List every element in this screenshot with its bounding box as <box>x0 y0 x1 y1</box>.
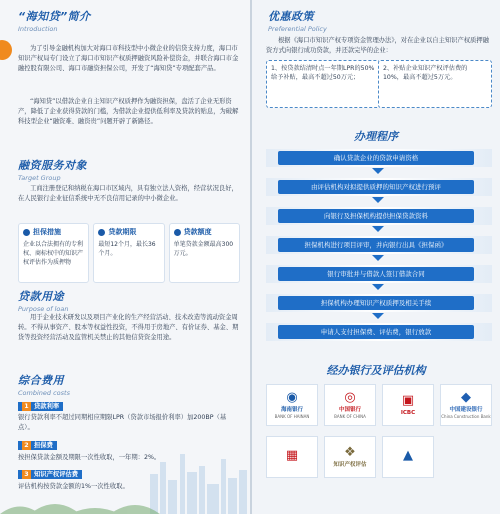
fees-subtitle: Combined costs <box>18 389 70 397</box>
card-term <box>93 223 164 283</box>
target-heading <box>18 157 87 182</box>
bank-logo-5 <box>266 436 318 478</box>
intro-heading <box>18 8 91 33</box>
card-guarantee <box>18 223 89 283</box>
policy-intro: 根据《海口市知识产权专项资金管理办法》，对在企业以自主知识产权质押融资方式向银行成功贷款，并还款完毕的企业： <box>266 37 489 55</box>
intro-title: “海知贷”简介 <box>18 10 91 23</box>
down-arrow-icon <box>372 197 384 203</box>
process-step-7: 申请人支付担保费、评估费，银行放款 <box>278 325 474 339</box>
target-subtitle: Target Group <box>18 174 61 182</box>
bank-name: 知识产权评估 <box>333 461 367 468</box>
bank-logo-3 <box>382 384 434 426</box>
fee-item-1-text: 银行贷款利率不超过同期相应期限LPR（贷款市场报价利率）加200BP（基点）。 <box>18 414 227 432</box>
target-paragraph: 工商注册登记和纳税在海口市区域内，具有独立法人资格，经营状况良好，在人民银行企业征信系统中无不良信用记录的中小微企业。 <box>18 185 238 203</box>
bank-name: ICBC <box>400 409 416 416</box>
card-term-head: 贷款期限 <box>108 228 137 236</box>
fees-title: 综合费用 <box>18 374 64 387</box>
card-guarantee-body: 企业以合法拥有的专利权、商标权中的知识产权评估作为质押物 <box>23 241 84 266</box>
process-step-2: 由评估机构对拟提供质押的知识产权进行预评 <box>278 180 474 194</box>
fee-item-2-text: 按担保贷款金额及期限一次性收取，一年期：2%。 <box>18 454 161 461</box>
policy-box-1: 1、按贷款结清时点一年期LPR的50%给予补贴，最高不超过50万元； <box>266 60 380 108</box>
intro-paragraph-1: 为了引导金融机构加大对海口市科技型中小微企业的信贷支持力度，海口市知识产权局专门设立了海口市知识产权质押融资风险补偿资金，并联合海口市金融控股有限公司、海口市融资担保公司，开发了“海知贷”专项配套产品。 <box>18 45 239 73</box>
card-amount-head: 贷款额度 <box>183 228 212 236</box>
bank-logo-7 <box>382 436 434 478</box>
bank-emblem-icon: ❖ <box>344 444 356 460</box>
down-arrow-icon <box>372 313 384 319</box>
bank-name: 中国建设银行 <box>449 407 483 414</box>
card-guarantee-head: 担保措施 <box>33 228 61 236</box>
fee-item-3-name: 知识产权评估费 <box>34 471 79 478</box>
fee-item-2-name: 担保费 <box>34 442 53 449</box>
fee-item-3-number: 3 <box>22 470 31 479</box>
fee-item-3-text: 评估机构按贷款金额的1%一次性收取。 <box>18 483 129 490</box>
process-step-1: 确认贷款企业的贷款申请资格 <box>278 151 474 165</box>
bank-name-en: BANK OF CHINA <box>334 413 366 419</box>
process-title: 办理程序 <box>354 130 398 143</box>
policy-subtitle: Preferential Policy <box>268 25 327 33</box>
down-arrow-icon <box>372 168 384 174</box>
down-arrow-icon <box>372 226 384 232</box>
fees-heading <box>18 372 70 397</box>
bullet-icon <box>23 229 30 236</box>
bank-emblem-icon: ◎ <box>344 390 356 406</box>
bank-emblem-icon: ◆ <box>461 390 471 406</box>
process-step-3: 向银行及担保机构提供担保贷款资料 <box>278 209 474 223</box>
policy-title: 优惠政策 <box>268 10 314 23</box>
policy-box-2: 2、补贴企业知识产权评估费的10%，最高不超过5万元。 <box>378 60 492 108</box>
bullet-icon <box>98 229 105 236</box>
bank-logo-1 <box>266 384 318 426</box>
purpose-subtitle: Purpose of loan <box>18 305 69 313</box>
bullet-icon <box>174 229 181 236</box>
measures-cards <box>18 223 240 283</box>
card-amount-body: 单笔贷款金额最高300万元。 <box>173 241 234 257</box>
purpose-title: 贷款用途 <box>18 290 64 303</box>
intro-subtitle: Introduction <box>18 25 58 33</box>
card-term-body: 最短12个月，最长36个月。 <box>98 241 156 257</box>
fee-item-1-number: 1 <box>22 402 31 411</box>
process-step-4: 担保机构进行项目评审，并向银行出具《担保函》 <box>278 238 474 252</box>
banks-title: 经办银行及评估机构 <box>326 364 426 377</box>
decorative-dot <box>0 40 12 60</box>
purpose-paragraph: 用于企业技术研发以及项目产业化的生产经营活动、技术改造等流动资金周转。不得从事资产、股本等权益性投资，不得用于房地产、有价证券、基金、期货等投资经营活动及监管机关禁止的其他信贷资金用途。 <box>18 314 239 342</box>
purpose-heading <box>18 288 68 313</box>
bank-name: 中国银行 <box>338 407 361 414</box>
bank-name-en: China Construction Bank <box>441 413 491 419</box>
bank-emblem-icon: ▦ <box>285 448 299 463</box>
bank-name-en: BANK OF HAINAN <box>274 413 310 419</box>
card-amount <box>169 223 240 283</box>
fee-item-1-label <box>18 402 63 411</box>
bank-emblem-icon: ▣ <box>401 392 415 408</box>
fee-item-1-name: 贷款利率 <box>34 403 60 410</box>
target-title: 融资服务对象 <box>18 159 87 172</box>
bank-logo-4 <box>440 384 492 426</box>
process-step-5: 银行审批并与借款人签订借款合同 <box>278 267 474 281</box>
bank-name: 海南银行 <box>280 407 303 414</box>
fee-item-2-number: 2 <box>22 441 31 450</box>
down-arrow-icon <box>372 255 384 261</box>
down-arrow-icon <box>372 284 384 290</box>
skyline-illustration <box>0 444 250 514</box>
bank-logo-2 <box>324 384 376 426</box>
bank-logo-6 <box>324 436 376 478</box>
right-panel <box>252 0 500 514</box>
intro-paragraph-2: “海知贷”以借款企业自主知识产权质押作为融资担保，盘活了企业无形资产，降低了企业获得贷款的门槛，为借款企业提供低利率及贷款的贴息，为破解科技型企业“融资难、融资贵”问题开辟了新路径。 <box>18 98 239 126</box>
bank-emblem-icon: ◉ <box>286 390 298 406</box>
process-step-6: 担保机构办理知识产权质押及相关手续 <box>278 296 474 310</box>
bank-emblem-icon: ▲ <box>403 448 413 463</box>
policy-heading <box>268 8 327 33</box>
